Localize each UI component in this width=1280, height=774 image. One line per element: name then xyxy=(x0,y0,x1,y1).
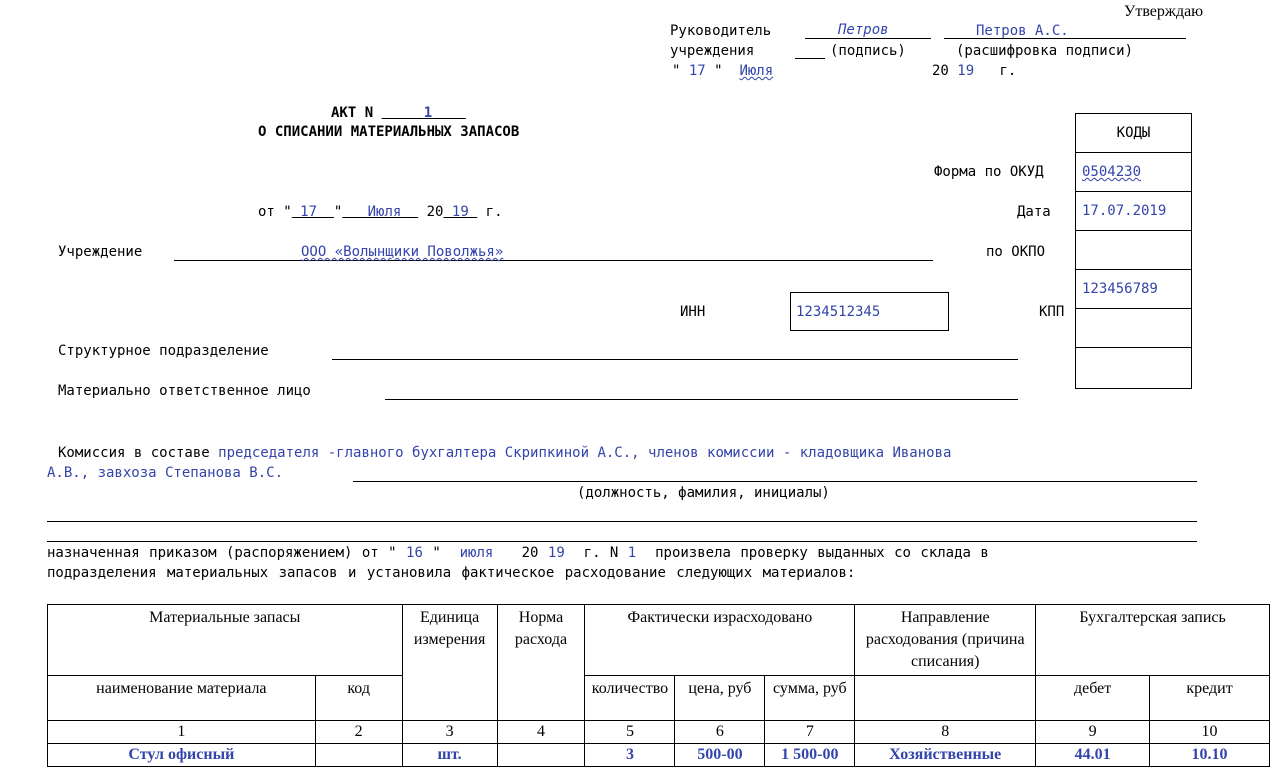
order-quote: " xyxy=(432,545,441,561)
col-num: 1 xyxy=(48,721,316,744)
col-num: 4 xyxy=(497,721,585,744)
codes-box xyxy=(1075,113,1192,389)
codes-header: КОДЫ xyxy=(1076,114,1191,153)
approval-month: Июля xyxy=(739,63,774,79)
division-label: Структурное подразделение xyxy=(58,343,269,359)
cell-credit: 10.10 xyxy=(1150,744,1270,767)
col-num: 8 xyxy=(855,721,1036,744)
approval-year xyxy=(932,63,1016,79)
commission-members-1: председателя -главного бухгалтера Скрипкиной А.С., членов комиссии - кладовщика Иванова xyxy=(218,445,952,461)
table-row xyxy=(48,744,1270,767)
okpo-value xyxy=(1076,231,1191,270)
order-number: 1 xyxy=(627,545,637,561)
inn-label: ИНН xyxy=(680,304,706,320)
col-num: 2 xyxy=(315,721,402,744)
okud-value: 0504230 xyxy=(1076,153,1191,192)
th-sum: сумма, руб xyxy=(765,676,855,721)
cell-name: Стул офисный xyxy=(48,744,316,767)
act-month: Июля xyxy=(367,204,402,220)
act-year-suffix: 19 xyxy=(451,204,469,220)
th-code: код xyxy=(315,676,402,721)
col-num: 6 xyxy=(675,721,765,744)
col-num: 10 xyxy=(1150,721,1270,744)
materials-table xyxy=(47,604,1270,767)
inn-value: 1234512345 xyxy=(796,304,881,320)
th-direction: Направление расходования (причина списания) xyxy=(855,605,1036,676)
th-materials: Материальные запасы xyxy=(48,605,403,676)
order-year-suffix: 19 xyxy=(547,545,565,561)
th-debit: дебет xyxy=(1036,676,1150,721)
order-text-1: назначенная приказом (распоряжением) от " xyxy=(47,545,397,561)
act-number: 1 xyxy=(423,105,433,121)
act-year-prefix: 20 xyxy=(426,204,444,220)
commission-label: Комиссия в составе xyxy=(58,445,210,461)
commission-caption: (должность, фамилия, инициалы) xyxy=(577,485,830,501)
act-subtitle: О СПИСАНИИ МАТЕРИАЛЬНЫХ ЗАПАСОВ xyxy=(258,124,520,140)
cell-code xyxy=(315,744,402,767)
col-num: 9 xyxy=(1036,721,1150,744)
cell-direction: Хозяйственные xyxy=(855,744,1036,767)
approval-day: 17 xyxy=(688,63,706,79)
code-empty-1 xyxy=(1076,309,1191,348)
date-value: 17.07.2019 xyxy=(1076,192,1191,231)
order-line-1 xyxy=(47,545,989,561)
head-label-1: Руководитель xyxy=(670,23,772,39)
head-label-2: учреждения xyxy=(670,43,755,59)
kpp-label: КПП xyxy=(1039,304,1065,320)
th-name: наименование материала xyxy=(48,676,316,721)
th-direction-empty xyxy=(855,676,1036,721)
cell-qty: 3 xyxy=(585,744,675,767)
col-num: 7 xyxy=(765,721,855,744)
approval-date: " 17 " Июля xyxy=(672,63,774,79)
org-label: Учреждение xyxy=(58,244,143,260)
cell-debit: 44.01 xyxy=(1036,744,1150,767)
head-signature: Петров xyxy=(838,22,889,38)
cell-price: 500-00 xyxy=(675,744,765,767)
date-label: Дата xyxy=(1017,204,1051,220)
th-accounting: Бухгалтерская запись xyxy=(1036,605,1270,676)
order-month: июля xyxy=(459,545,494,561)
code-empty-2 xyxy=(1076,348,1191,388)
th-norm: Норма расхода xyxy=(497,605,585,721)
act-day: 17 xyxy=(300,204,318,220)
name-caption: (расшифровка подписи) xyxy=(956,43,1134,59)
approval-year-prefix: 20 xyxy=(932,63,949,79)
act-date: от " 17 " Июля 20 19 г. xyxy=(258,204,503,220)
act-year-unit: г. xyxy=(485,204,503,220)
cell-sum: 1 500-00 xyxy=(765,744,855,767)
kpp-value: 123456789 xyxy=(1076,270,1191,309)
okud-label: Форма по ОКУД xyxy=(934,164,1044,180)
th-actual: Фактически израсходовано xyxy=(585,605,855,676)
order-day: 16 xyxy=(406,545,423,561)
commission-line-1 xyxy=(58,445,951,461)
responsible-label: Материально ответственное лицо xyxy=(58,383,311,399)
approval-year-unit: г. xyxy=(999,63,1017,79)
commission-members-2: А.В., завхоза Степанова В.С. xyxy=(47,465,284,481)
th-price: цена, руб xyxy=(675,676,765,721)
act-title xyxy=(331,105,466,121)
order-unit: г. N xyxy=(583,545,619,561)
th-qty: количество xyxy=(585,676,675,721)
col-num: 5 xyxy=(585,721,675,744)
th-credit: кредит xyxy=(1150,676,1270,721)
order-year-prefix: 20 xyxy=(521,545,539,561)
cell-unit: шт. xyxy=(402,744,497,767)
approval-year-suffix: 19 xyxy=(957,63,975,79)
approve-label: Утверждаю xyxy=(1124,3,1204,20)
order-text-2: произвела проверку выданных со склада в xyxy=(655,545,989,561)
order-line-2: подразделения материальных запасов и установила фактическое расходование следующих материалов: xyxy=(47,565,856,581)
signature-caption: (подпись) xyxy=(830,43,906,59)
okpo-label: по ОКПО xyxy=(986,244,1046,260)
org-name: ООО «Волынщики Поволжья» xyxy=(301,244,504,260)
cell-norm xyxy=(497,744,585,767)
head-name: Петров А.С. xyxy=(976,23,1069,39)
th-unit: Единица измерения xyxy=(402,605,497,721)
col-num: 3 xyxy=(402,721,497,744)
act-title-prefix: АКТ N xyxy=(331,105,374,121)
act-from-label: от xyxy=(258,204,275,220)
